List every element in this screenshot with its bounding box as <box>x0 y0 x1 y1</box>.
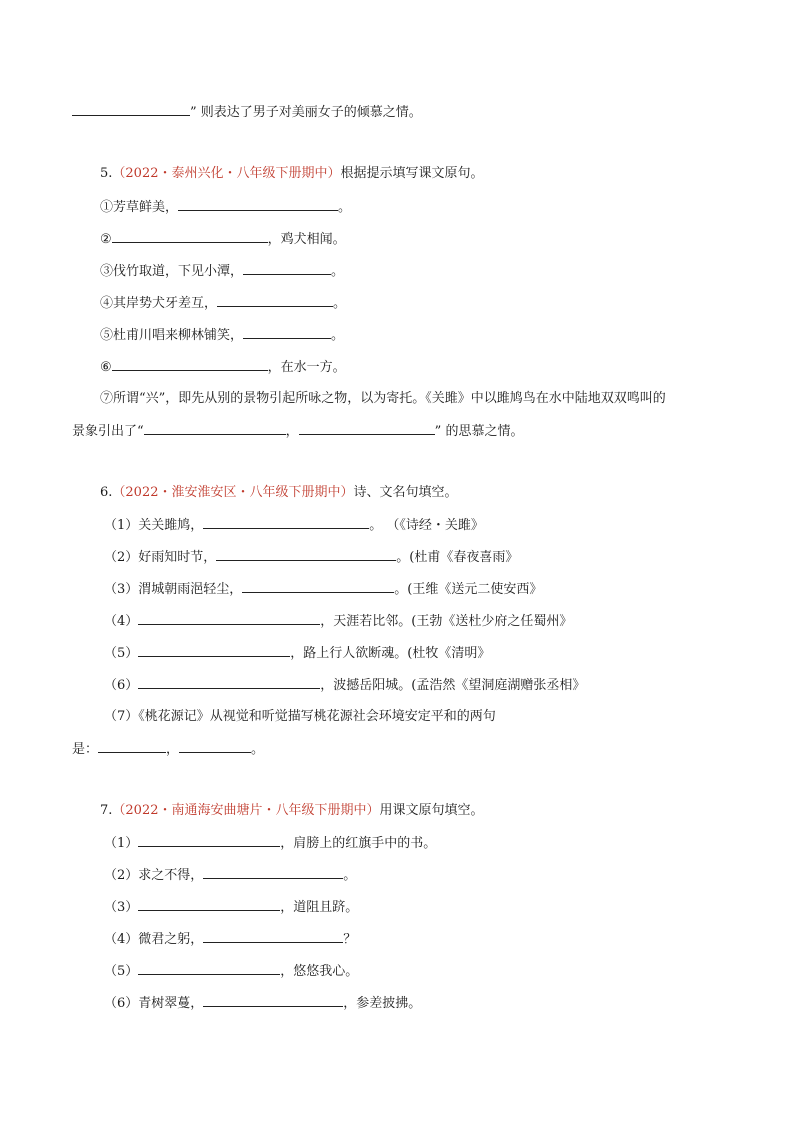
answer-blank[interactable] <box>299 422 435 435</box>
item-text: ” 的思慕之情。 <box>434 424 524 439</box>
answer-blank[interactable] <box>72 103 190 116</box>
item-text: ⑦所谓“兴”，即先从别的景物引起所咏之物，以为寄托。《关雎》中以雎鸠鸟在水中陆地双双鸣叫的 <box>100 391 666 406</box>
question-number: 5. <box>100 166 113 181</box>
q5-item-3 <box>100 262 344 281</box>
q5-item-7-line-1 <box>100 390 666 408</box>
item-text: 。 <box>331 328 345 343</box>
item-text: ，道阻且跻。 <box>280 900 359 915</box>
answer-blank[interactable] <box>243 326 331 339</box>
item-text: （3） <box>104 900 139 915</box>
answer-blank[interactable] <box>243 262 331 275</box>
item-text: ①芳草鲜美， <box>100 200 179 215</box>
answer-blank[interactable] <box>138 834 280 847</box>
answer-blank[interactable] <box>138 898 280 911</box>
question-prompt: 用课文原句填空。 <box>379 803 484 818</box>
answer-blank[interactable] <box>217 294 333 307</box>
item-text: ② <box>100 232 112 247</box>
q7-item-1 <box>104 834 436 853</box>
answer-blank[interactable] <box>203 994 343 1007</box>
item-text: （5） <box>104 964 139 979</box>
item-text: （1） <box>104 836 139 851</box>
q6-item-7-line-2 <box>72 740 264 759</box>
answer-blank[interactable] <box>138 676 320 689</box>
item-text: 是： <box>72 742 99 757</box>
question-source: （2022・淮安淮安区・八年级下册期中） <box>112 485 354 500</box>
q7-item-4 <box>104 930 356 949</box>
answer-blank[interactable] <box>179 740 251 753</box>
q6-item-1 <box>104 516 484 535</box>
question-7-header <box>100 802 484 820</box>
q5-item-5 <box>100 326 344 345</box>
q6-item-6 <box>104 676 585 695</box>
item-text: （6）青树翠蔓， <box>104 996 204 1011</box>
item-text: （3）渭城朝雨浥轻尘， <box>104 582 243 597</box>
item-text: （4） <box>104 614 139 629</box>
answer-blank[interactable] <box>242 580 394 593</box>
item-text: ，参差披拂。 <box>343 996 422 1011</box>
question-number: 7. <box>100 803 113 818</box>
q5-item-6 <box>100 358 346 377</box>
q6-item-5 <box>104 644 490 663</box>
item-text: 。 <box>331 264 345 279</box>
item-text: （2）好雨知时节， <box>104 550 217 565</box>
item-text: 。(杜甫《春夜喜雨》 <box>396 550 519 565</box>
q6-item-3 <box>104 580 542 599</box>
item-text: ， <box>285 424 299 439</box>
item-text: ，肩膀上的红旗手中的书。 <box>280 836 437 851</box>
item-text: 。 <box>251 742 265 757</box>
q5-item-2 <box>100 230 346 249</box>
answer-blank[interactable] <box>138 612 320 625</box>
item-text: ， <box>166 742 180 757</box>
item-text: ③伐竹取道，下见小潭， <box>100 264 244 279</box>
answer-blank[interactable] <box>112 230 268 243</box>
answer-blank[interactable] <box>203 866 343 879</box>
q6-item-4 <box>104 612 572 631</box>
item-text: ，在水一方。 <box>267 360 346 375</box>
question-source: （2022・泰州兴化・八年级下册期中） <box>112 166 341 181</box>
answer-blank[interactable] <box>144 422 286 435</box>
q7-item-6 <box>104 994 421 1013</box>
answer-blank[interactable] <box>178 198 338 211</box>
q7-item-5 <box>104 962 358 981</box>
item-text: ④其岸势犬牙差互， <box>100 296 218 311</box>
q6-item-7-line-1 <box>104 708 496 726</box>
question-source: （2022・南通海安曲塘片・八年级下册期中） <box>112 803 380 818</box>
item-text: （2）求之不得， <box>104 868 204 883</box>
item-text: ，波撼岳阳城。(孟浩然《望洞庭湖赠张丞相》 <box>320 678 586 693</box>
item-text: 景象引出了“ <box>72 424 144 439</box>
q6-item-2 <box>104 548 518 567</box>
question-number: 6. <box>100 485 113 500</box>
continuation-text: ” 则表达了男子对美丽女子的倾慕之情。 <box>190 105 422 120</box>
item-text: （6） <box>104 678 139 693</box>
q7-item-2 <box>104 866 356 885</box>
question-6-header <box>100 484 458 502</box>
item-text: ，悠悠我心。 <box>280 964 359 979</box>
answer-blank[interactable] <box>216 548 396 561</box>
question-prompt: 根据提示填写课文原句。 <box>340 166 484 181</box>
item-text: （7）《桃花源记》从视觉和听觉描写桃花源社会环境安定平和的两句 <box>104 709 496 724</box>
answer-blank[interactable] <box>112 358 268 371</box>
item-text: 。 <box>338 200 352 215</box>
item-text: 。 （《诗经・关雎》 <box>369 518 484 533</box>
answer-blank[interactable] <box>203 516 369 529</box>
answer-blank[interactable] <box>203 930 343 943</box>
item-text: （1）关关雎鸠， <box>104 518 204 533</box>
question-prompt: 诗、文名句填空。 <box>353 485 458 500</box>
item-text: 。 <box>343 868 357 883</box>
item-text: （4）微君之躬， <box>104 932 204 947</box>
q7-item-3 <box>104 898 358 917</box>
q5-item-4 <box>100 294 346 313</box>
item-text: ，路上行人欲断魂。(杜牧《清明》 <box>290 646 491 661</box>
answer-blank[interactable] <box>138 644 290 657</box>
item-text: ？ <box>343 932 357 947</box>
item-text: （5） <box>104 646 139 661</box>
item-text: ，天涯若比邻。(王勃《送杜少府之任蜀州》 <box>320 614 573 629</box>
question-5-header <box>100 165 484 183</box>
item-text: ⑥ <box>100 360 112 375</box>
answer-blank[interactable] <box>138 962 280 975</box>
item-text: ，鸡犬相闻。 <box>267 232 346 247</box>
item-text: ⑤杜甫川唱来柳林铺笑， <box>100 328 244 343</box>
answer-blank[interactable] <box>98 740 166 753</box>
continuation-line <box>72 103 422 122</box>
q5-item-7-line-2 <box>72 422 523 441</box>
item-text: 。(王维《送元二使安西》 <box>394 582 543 597</box>
q5-item-1 <box>100 198 351 217</box>
item-text: 。 <box>333 296 347 311</box>
